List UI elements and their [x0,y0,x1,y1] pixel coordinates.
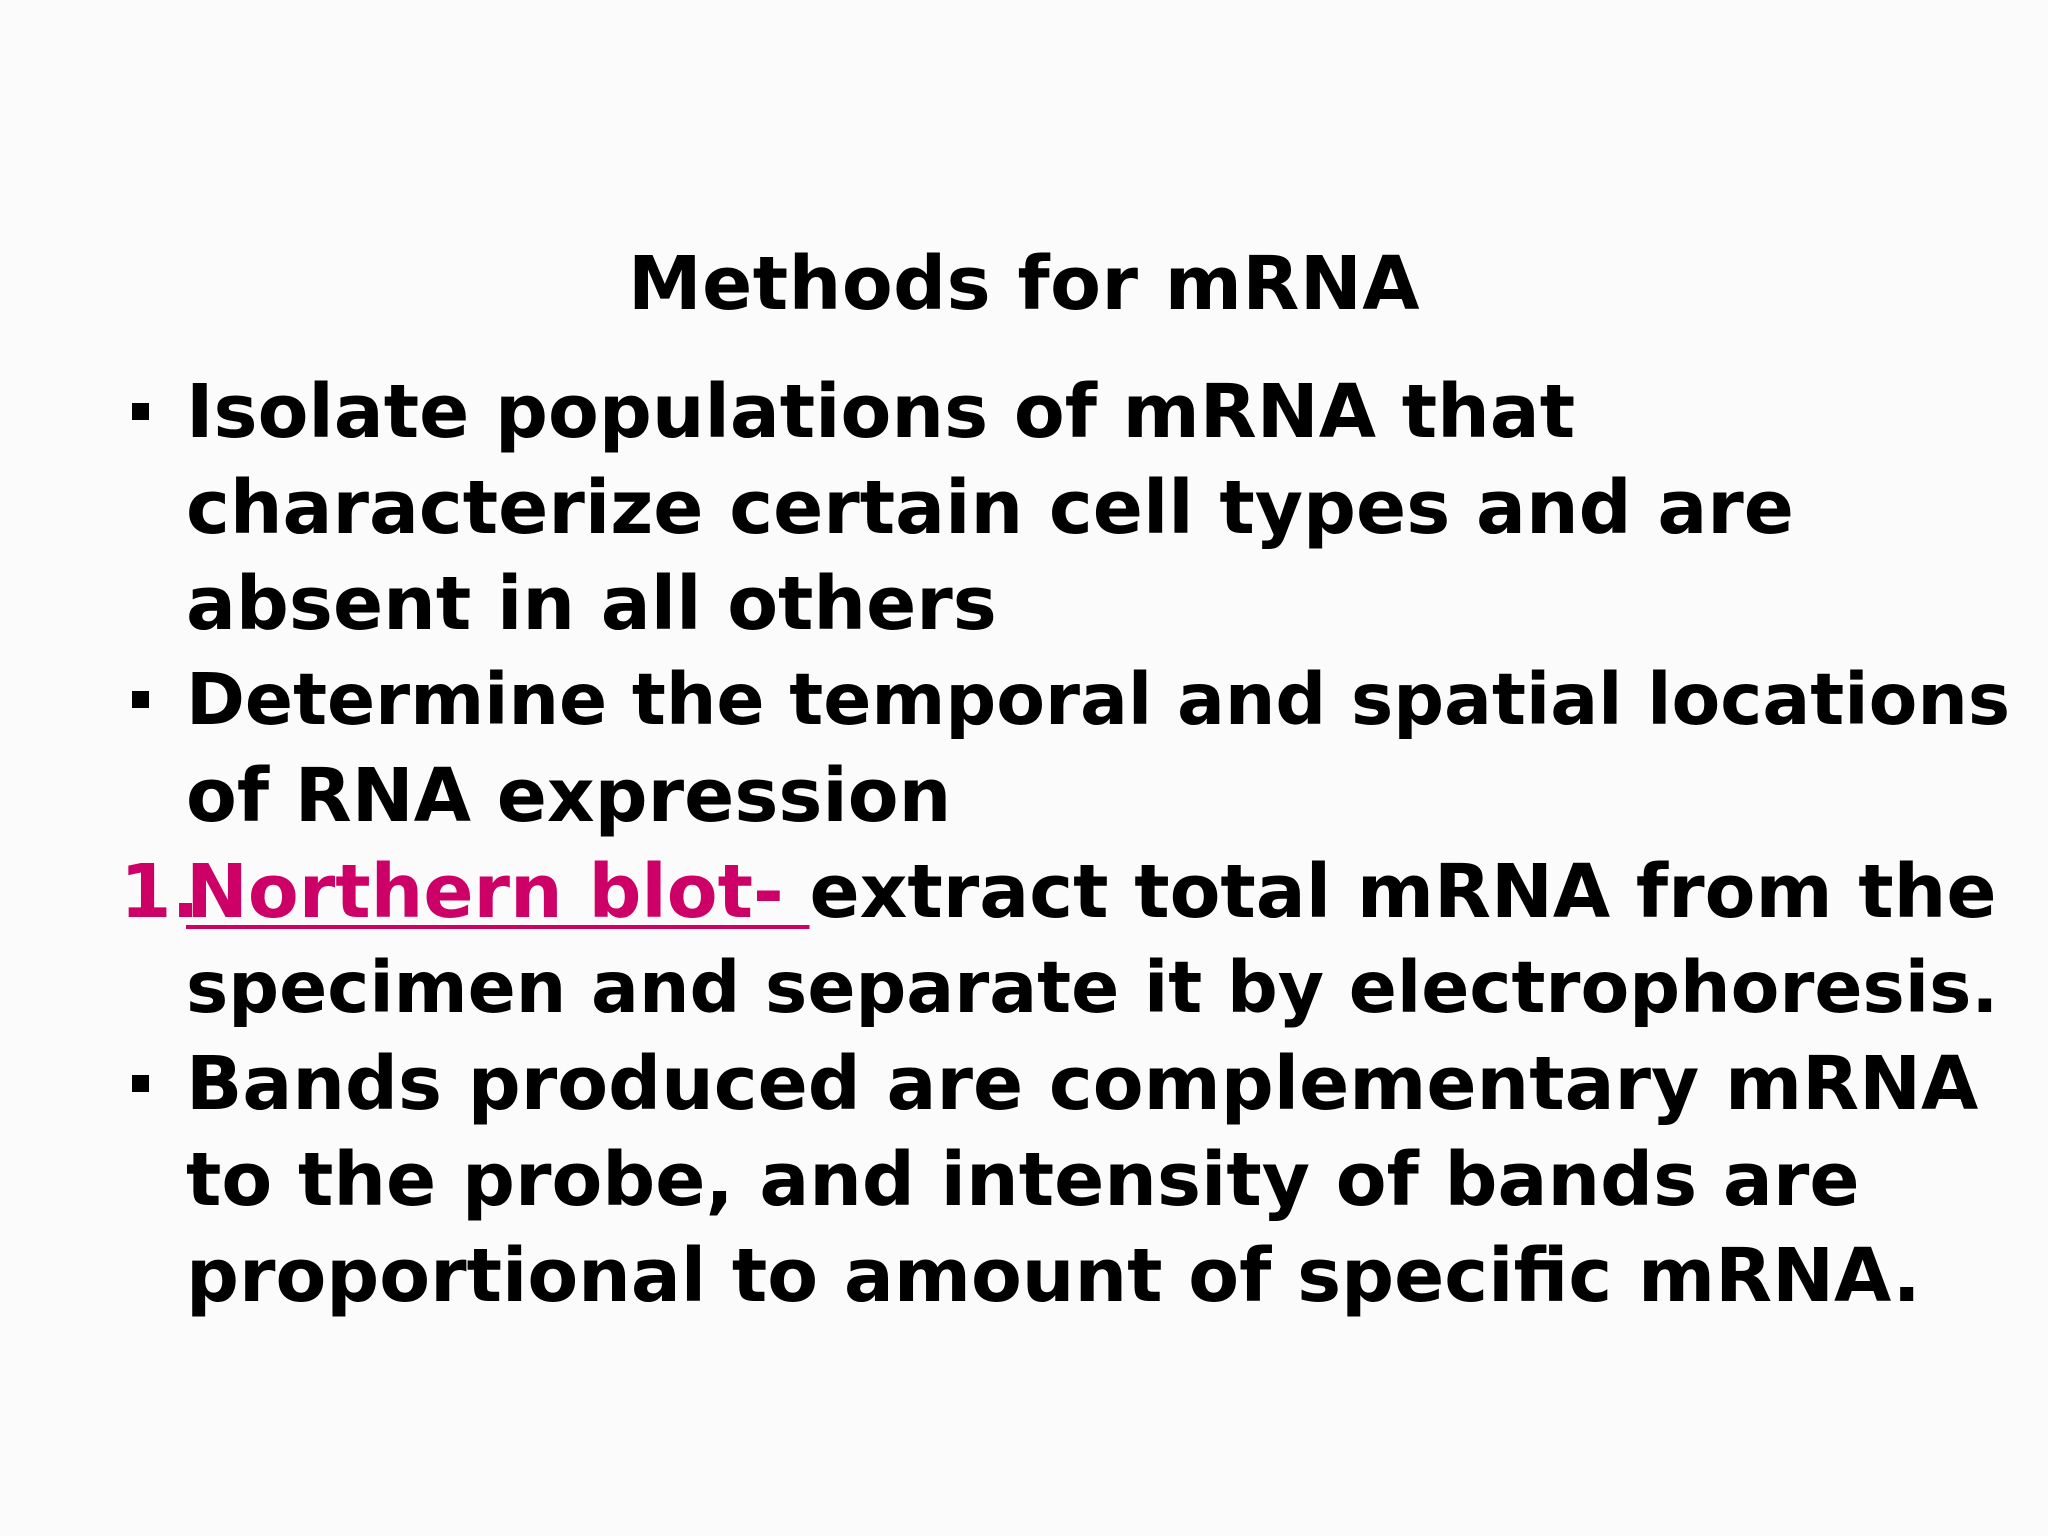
bullet-item-bands [120,1036,2000,1324]
text-fragment: extract total mRNA from the [809,849,1997,935]
text-line: absent in all others [186,561,997,647]
bullet-item-isolate [120,364,2000,652]
square-bullet-icon [132,691,149,708]
northern-blot-term: Northern blot- [186,849,810,935]
square-bullet-icon [132,403,149,420]
slide-title: Methods for mRNA [627,241,1421,327]
numbered-item-northern-blot [120,844,2000,1036]
text-line: Bands produced are complementary mRNA [186,1041,1979,1127]
text-line: specimen and separate it by electrophoresis. [186,946,1999,1029]
item-number: 1. [120,849,200,935]
text-line: Determine the temporal and spatial locations [186,658,2011,741]
text-line: of RNA expression [186,753,952,839]
square-bullet-icon [132,1075,149,1092]
slide-content [120,364,2011,1324]
text-line [186,844,2000,940]
text-line: proportional to amount of specific mRNA. [186,1233,1921,1319]
text-line: characterize certain cell types and are [186,465,1794,551]
text-line: to the probe, and intensity of bands are [186,1137,1860,1223]
text-line: Isolate populations of mRNA that [186,369,1576,455]
bullet-item-determine [120,652,2011,844]
